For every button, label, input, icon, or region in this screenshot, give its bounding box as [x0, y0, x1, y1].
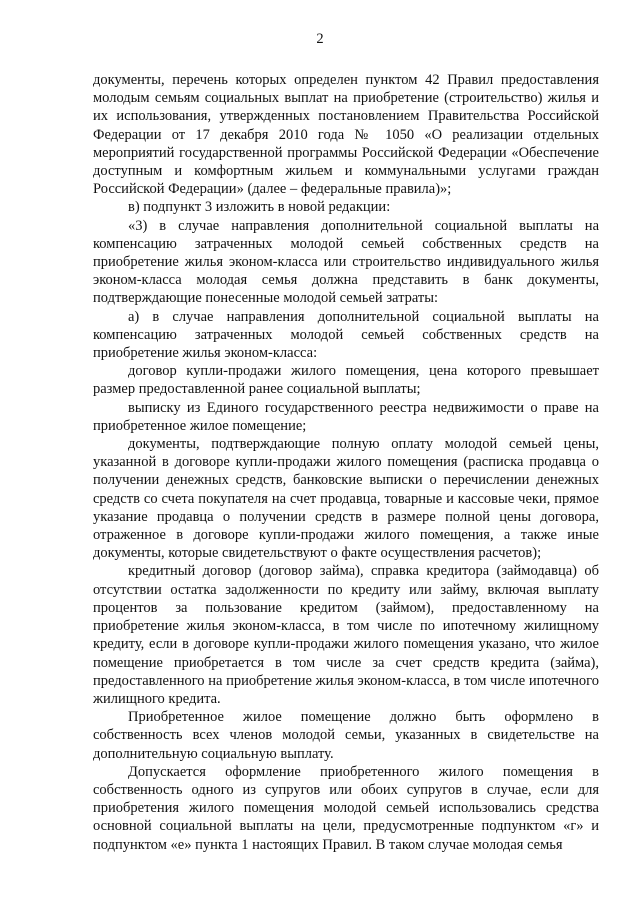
- paragraph: «3) в случае направления дополнительной социальной выплаты на компенсацию затраченных молодой семьей собственных средств на приобретение жилья эконом-класса или строительство индивидуального жилья эконом-класса молодая семья должна представить в банк документы, подтверждающие понесенные молодой семьей затраты:: [93, 217, 599, 307]
- paragraph: документы, подтверждающие полную оплату молодой семьей цены, указанной в договоре купли-продажи жилого помещения (расписка продавца о получении денежных средств, банковские выписки о перечислении денежных средств со счета покупателя на счет продавца, товарные и кассовые чеки, прямое указание продавца о получении средств в размере полной цены договора, отраженное в договоре купли-продажи жилого помещения, а также иные документы, которые свидетельствуют о факте осуществления расчетов);: [93, 436, 599, 562]
- document-body: [93, 71, 599, 854]
- paragraph: а) в случае направления дополнительной социальной выплаты на компенсацию затраченных молодой семьей собственных средств на приобретение жилья эконом-класса:: [93, 308, 599, 362]
- page-number: 2: [316, 31, 324, 47]
- paragraph: договор купли-продажи жилого помещения, цена которого превышает размер предоставленной ранее социальной выплаты;: [93, 363, 599, 398]
- paragraph: документы, перечень которых определен пунктом 42 Правил предоставления молодым семьям социальных выплат на приобретение (строительство) жилья и их использования, утвержденных постановлением Правительства Российской Федерации от 17 декабря 2010 года № 1050 «О реализации отдельных мероприятий государственной программы Российской Федерации «Обеспечение доступным и комфортным жильем и коммунальными услугами граждан Российской Федерации» (далее – федеральные правила)»;: [93, 72, 599, 198]
- paragraph: Допускается оформление приобретенного жилого помещения в собственность одного из супругов или обоих супругов в случае, если для приобретения жилого помещения молодой семьей использовались средства основной социальной выплаты на цели, предусмотренные подпунктом «г» и подпунктом «е» пункта 1 настоящих Правил. В таком случае молодая семья: [93, 763, 599, 853]
- paragraph: кредитный договор (договор займа), справка кредитора (займодавца) об отсутствии остатка задолженности по кредиту или займу, включая выплату процентов за пользование кредитом (займом), предоставленному на приобретение жилья эконом-класса, в том числе по ипотечному жилищному кредиту, если в договоре купли-продажи жилого помещения указано, что жилое помещение приобретается в том числе за счет средств кредита (займа), предоставленного на приобретение жилья эконом-класса, в том числе ипотечного жилищного кредита.: [93, 563, 599, 707]
- paragraph: в) подпункт 3 изложить в новой редакции:: [128, 199, 391, 216]
- paragraph: Приобретенное жилое помещение должно быть оформлено в собственность всех членов молодой семьи, указанных в свидетельстве на дополнительную социальную выплату.: [93, 709, 599, 762]
- paragraph: выписку из Единого государственного реестра недвижимости о праве на приобретенное жилое помещение;: [93, 399, 599, 434]
